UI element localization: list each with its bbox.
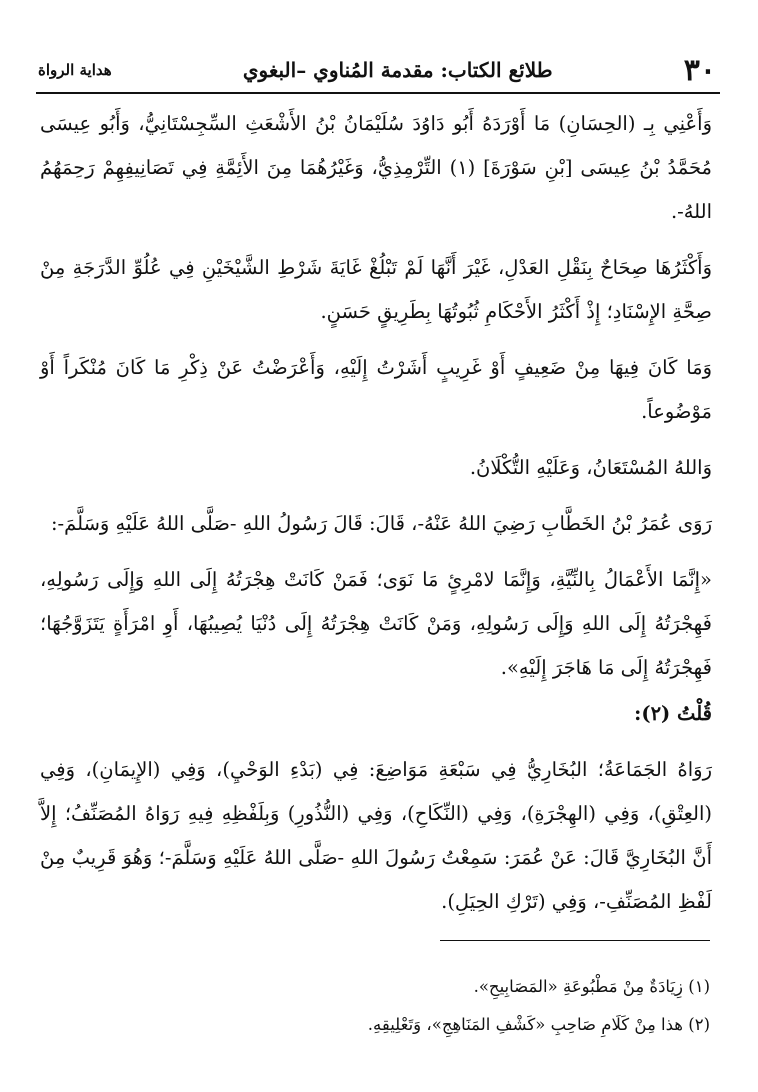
paragraph-mustaan: وَاللهُ المُسْتَعَانُ، وَعَلَيْهِ التُّكْلَانُ. bbox=[469, 456, 712, 479]
book-title: هداية الرواة bbox=[38, 61, 112, 79]
footnote-divider bbox=[440, 940, 710, 941]
paragraph-hadith: «إِنَّمَا الأَعْمَالُ بِالنِّيَّةِ، وَإِنَّمَا لامْرِئٍ مَا نَوَى؛ فَمَنْ كَانَتْ هِجْرَتُهُ إِلَى اللهِ وَإِلَى رَسُولِهِ، فَهِجْرَتُهُ إِلَى اللهِ وَإِلَى رَسُولِهِ، وَمَنْ كَانَتْ هِجْرَتُهُ إِلَى دُنْيَا يُصِيبُهَا، أَوِ امْرَأَةٍ يَتَزَوَّجُهَا؛ فَهِجْرَتُهُ إِلَى مَا هَاجَرَ إِلَيْهِ». bbox=[40, 568, 712, 679]
footnote-1: (١) زِيَادَةٌ مِنْ مَطْبُوعَةِ «المَصَابِيحِ». bbox=[473, 977, 710, 996]
footnotes bbox=[40, 968, 710, 1044]
paragraph-hisan: وَأَعْنِي بِـ (الحِسَانِ) مَا أَوْرَدَهُ أَبُو دَاوُدَ سُلَيْمَانُ بْنُ الأَشْعَثِ السِّجِسْتَانِيُّ، وَأَبُو عِيسَى مُحَمَّدُ بْنُ عِيسَى [بْنِ سَوْرَةَ] (١) التِّرْمِذِيُّ، وَغَيْرُهُمَا مِنَ الأَئِمَّةِ فِي تَصَانِيفِهِمْ رَحِمَهُمُ اللهُ-. bbox=[40, 112, 712, 223]
paragraph-qult: قُلْتُ (٢): bbox=[634, 702, 712, 725]
main-text bbox=[40, 102, 712, 936]
page-header bbox=[36, 48, 720, 94]
paragraph-takhrij: رَوَاهُ الجَمَاعَةُ؛ البُخَارِيُّ فِي سَبْعَةِ مَوَاضِعَ: فِي (بَدْءِ الوَحْيِ)، وَفِي (الإِيمَانِ)، وَفِي (العِتْقِ)، وَفِي (الهِجْرَةِ)، وَفِي (النِّكَاحِ)، وَفِي (النُّذُورِ) وَبِلَفْظِهِ فِيهِ رَوَاهُ المُصَنِّفُ؛ إِلاَّ أَنَّ البُخَارِيَّ قَالَ: عَنْ عُمَرَ: سَمِعْتُ رَسُولَ اللهِ -صَلَّى اللهُ عَلَيْهِ وَسَلَّمَ-؛ وَهُوَ قَرِيبٌ مِنْ لَفْظِ المُصَنِّفِ-، وَفِي (تَرْكِ الحِيَلِ). bbox=[40, 758, 712, 913]
running-title: طلائع الكتاب: مقدمة المُناوي –البغوي bbox=[242, 58, 553, 82]
paragraph-daif: وَمَا كَانَ فِيهَا مِنْ ضَعِيفٍ أَوْ غَرِيبٍ أَشَرْتُ إِلَيْهِ، وَأَعْرَضْتُ عَنْ ذِكْرِ مَا كَانَ مُنْكَراً أَوْ مَوْضُوعاً. bbox=[40, 356, 712, 423]
page-number: ٣٠ bbox=[683, 52, 716, 88]
paragraph-narration: رَوَى عُمَرُ بْنُ الخَطَّابِ رَضِيَ اللهُ عَنْهُ-، قَالَ: قَالَ رَسُولُ اللهِ -صَلَّى اللهُ عَلَيْهِ وَسَلَّمَ-: bbox=[50, 512, 712, 535]
footnote-2: (٢) هذا مِنْ كَلَامِ صَاحِبِ «كَشْفِ المَنَاهِجِ»، وَتَعْلِيقِهِ. bbox=[367, 1015, 710, 1034]
paragraph-sihah: وَأَكْثَرُهَا صِحَاحٌ بِنَقْلِ العَدْلِ، غَيْرَ أَنَّهَا لَمْ تَبْلُغْ غَايَةَ شَرْطِ الشَّيْخَيْنِ فِي عُلُوِّ الدَّرَجَةِ مِنْ صِحَّةِ الإِسْنَادِ؛ إِذْ أَكْثَرُ الأَحْكَامِ ثُبُوتُهَا بِطَرِيقٍ حَسَنٍ. bbox=[40, 256, 712, 323]
